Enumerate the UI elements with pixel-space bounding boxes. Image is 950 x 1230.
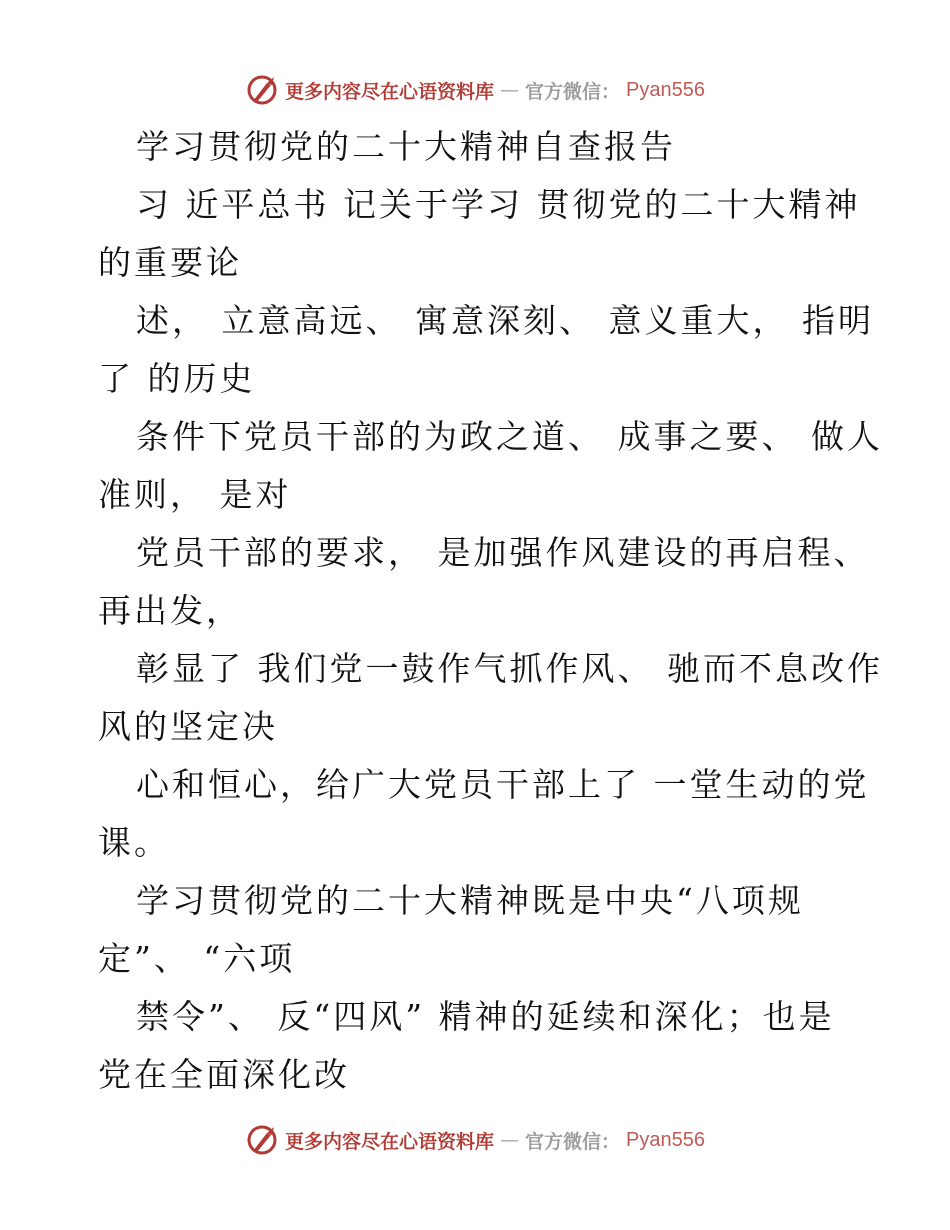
text-line: 述， 立意高远、 寓意深刻、 意义重大， 指明 xyxy=(136,301,874,340)
banner-wechat-id: Pyan556 xyxy=(626,1128,705,1151)
text-line: 再出发， xyxy=(98,591,242,630)
document-title: 学习贯彻党的二十大精神自查报告 xyxy=(136,127,676,166)
text-line: 课。 xyxy=(98,823,170,862)
banner-wechat-label: 官方微信： xyxy=(525,80,621,103)
banner-main-text: 更多内容尽在心语资料库 xyxy=(285,1130,495,1153)
text-line: 的重要论 xyxy=(98,243,242,282)
quill-pen-logo-icon xyxy=(245,1123,279,1157)
text-line: 定”、 “六项 xyxy=(98,939,296,978)
quill-pen-logo-icon xyxy=(245,73,279,107)
text-line: 条件下党员干部的为政之道、 成事之要、 做人 xyxy=(136,417,883,456)
text-line: 党员干部的要求， 是加强作风建设的再启程、 xyxy=(136,533,870,572)
text-line: 准则， 是对 xyxy=(98,475,292,514)
text-line: 了 的历史 xyxy=(98,359,256,398)
footer-banner xyxy=(0,1120,950,1160)
banner-main-text: 更多内容尽在心语资料库 xyxy=(285,80,495,103)
text-line: 党在全面深化改 xyxy=(98,1055,350,1094)
banner-wechat-id: Pyan556 xyxy=(626,78,705,101)
text-line: 心和恒心，给广大党员干部上了 一堂生动的党 xyxy=(136,765,870,804)
banner-dash: — xyxy=(500,79,520,101)
banner-dash: — xyxy=(500,1129,520,1151)
text-line: 彰显了 我们党一鼓作气抓作风、 驰而不息改作 xyxy=(136,649,883,688)
text-line: 习 近平总书 记关于学习 贯彻党的二十大精神 xyxy=(136,185,861,224)
text-line: 禁令”、 反“四风” 精神的延续和深化；也是 xyxy=(136,997,835,1036)
header-banner xyxy=(0,70,950,110)
text-line: 风的坚定决 xyxy=(98,707,278,746)
text-line: 学习贯彻党的二十大精神既是中央“八项规 xyxy=(136,881,804,920)
banner-wechat-label: 官方微信： xyxy=(525,1130,621,1153)
